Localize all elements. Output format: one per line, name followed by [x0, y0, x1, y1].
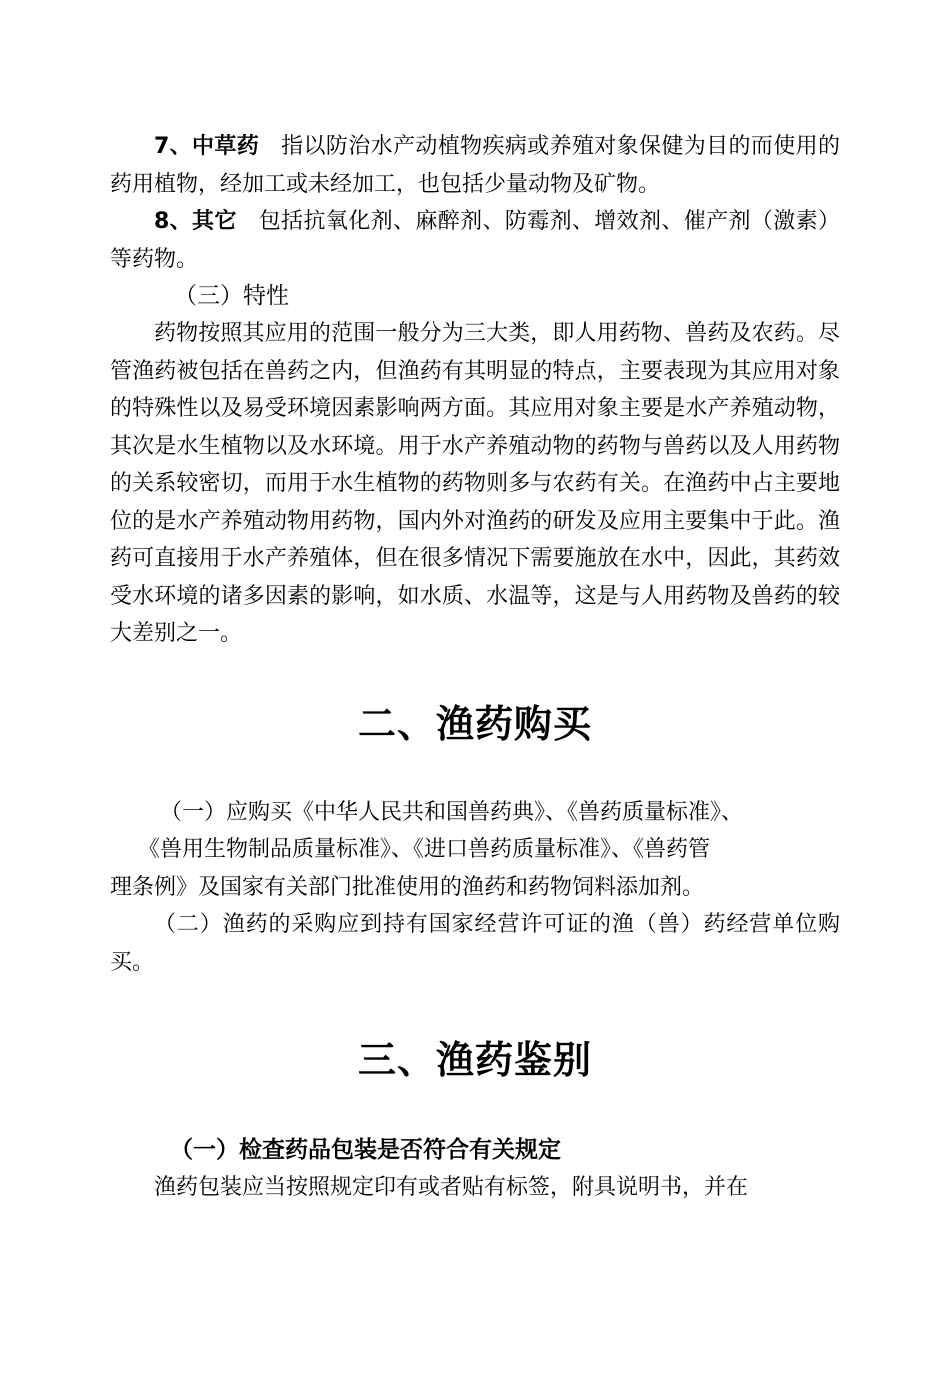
chapter-3-paragraph: 渔药包装应当按照规定印有或者贴有标签，附具说明书，并在: [154, 1175, 749, 1200]
item-7-term: 7、中草药: [154, 134, 260, 159]
document-page: [110, 128, 840, 1207]
section-3-paragraph: 药物按照其应用的范围一般分为三大类，即人用药物、兽药及农药。尽管渔药被包括在兽药之内，但渔药有其明显的特点，主要表现为其应用对象的特殊性以及易受环境因素影响两方面。其应用对象主要是水产养殖动物，其次是水生植物以及水环境。用于水产养殖动物的药物与兽药以及人用药物的关系较密切，而用于水生植物的药物则多与农药有关。在渔药中占主要地位的是水产养殖动物用药物，国内外对渔药的研发及应用主要集中于此。渔药可直接用于水产养殖体，但在很多情况下需要施放在水中，因此，其药效受水环境的诸多因素的影响，如水质、水温等，这是与人用药物及兽药的较大差别之一。: [110, 321, 840, 646]
item-8-paragraph: [110, 203, 840, 278]
chapter-2-paragraph-2: （二）渔药的采购应到持有国家经营许可证的渔（兽）药经营单位购买。: [110, 912, 840, 975]
item-7-paragraph: [110, 128, 840, 203]
item-8-text: 包括抗氧化剂、麻醉剂、防霉剂、增效剂、催产剂（激素）等药物。: [110, 209, 840, 272]
chapter-2-p1-line1: （一）应购买《中华人民共和国兽药典》、《兽药质量标准》、: [160, 799, 744, 825]
item-8-term: 8、其它: [154, 209, 237, 234]
item-7-text: 指以防治水产动植物疾病或养殖对象保健为目的而使用的药用植物，经加工或未经加工，也包括少量动物及矿物。: [110, 134, 840, 197]
chapter-3-title: 三、渔药鉴别: [357, 1037, 592, 1082]
chapter-3-sub-heading: （一）检查药品包装是否符合有关规定: [170, 1137, 561, 1163]
chapter-2-paragraph-1: [110, 794, 840, 907]
chapter-2-title: 二、渔药购买: [357, 700, 592, 746]
section-3-heading: （三）特性: [174, 283, 289, 309]
chapter-2-p1-line3: 理条例》及国家有关部门批准使用的渔药和药物饲料添加剂。: [110, 874, 705, 900]
chapter-2-p1-line2: 《兽用生物制品质量标准》、《进口兽药质量标准》、《兽药管: [138, 837, 711, 862]
